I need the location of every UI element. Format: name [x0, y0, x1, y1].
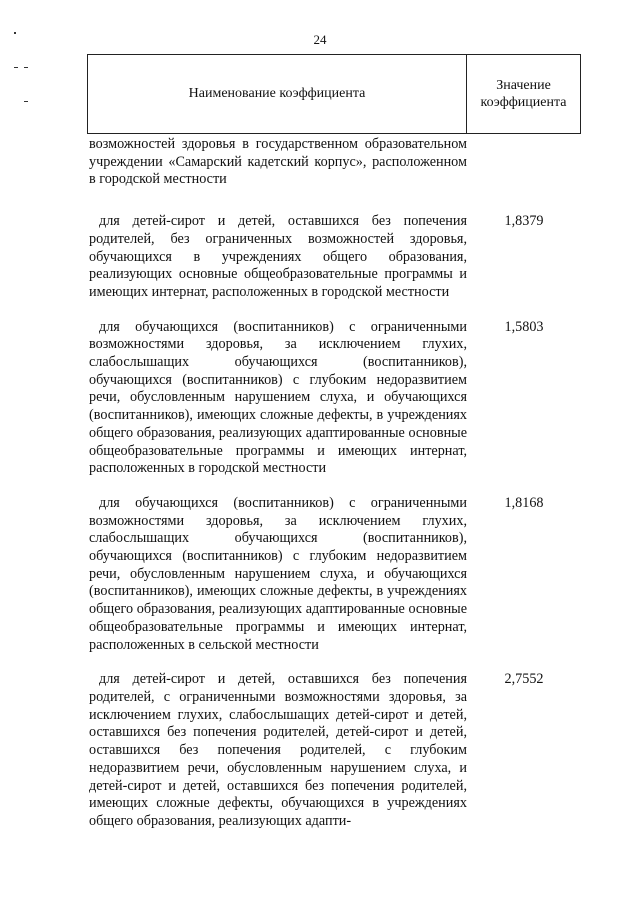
scan-mark — [24, 67, 28, 68]
table-row — [89, 136, 581, 189]
scan-mark — [14, 67, 18, 68]
coefficient-value: 2,7552 — [504, 671, 544, 688]
coefficient-value: 1,5803 — [504, 318, 544, 335]
coefficient-description: для обучающихся (воспитанников) с ограниченными возможностями здоровья, за исключением глухих, слабослышащих обучающихся (воспитанников), обучающихся (воспитанников) с глубоким недоразвитием речи, обусловленным нарушением слуха, и обучающихся (воспитанников), имеющих сложные дефекты, в учреждениях общего образования, реализующих адаптированные основные общеобразовательные программы и имеющих интернат, расположенных в городской местности — [89, 318, 467, 477]
page-number: 24 — [313, 32, 327, 47]
coefficient-description: для детей-сирот и детей, оставшихся без попечения родителей, с ограниченными возможностями здоровья, за исключением глухих, слабослышащих детей-сирот и детей, оставшихся без попечения родителей, детей-сирот и детей, оставшихся без попечения родителей, с глубоким недоразвитием речи, обусловленным нарушением слуха, и детей-сирот и детей, оставшихся без попечения родителей, имеющих сложные дефекты, обучающихся в учреждениях общего образования, реализующих адапти- — [89, 671, 467, 829]
coefficient-value: 1,8379 — [504, 213, 544, 230]
table-row — [89, 495, 581, 654]
coefficient-value: 1,8168 — [504, 494, 544, 511]
table-row — [89, 213, 581, 302]
column-header-value — [467, 55, 580, 133]
column-header-value-line-2: коэффициента — [480, 95, 567, 110]
column-header-name: Наименование коэффициента — [88, 55, 467, 133]
scan-mark — [24, 101, 28, 102]
coefficient-table-body — [89, 136, 581, 848]
coefficient-value — [467, 136, 581, 189]
coefficient-description: для детей-сирот и детей, оставшихся без попечения родителей, без ограниченных возможностей здоровья, обучающихся в учреждениях общего образования, реализующих основные общеобразовательные программы и имеющих интернат, расположенных в городской местности — [89, 213, 467, 300]
coefficient-description: для обучающихся (воспитанников) с ограниченными возможностями здоровья, за исключением глухих, слабослышащих обучающихся (воспитанников), обучающихся (воспитанников) с глубоким недоразвитием речи, обусловленным нарушением слуха, и обучающихся (воспитанников), имеющих сложные дефекты, в учреждениях общего образования, реализующих адаптированные основные общеобразовательные программы и имеющих интернат, расположенных в сельской местности — [89, 494, 467, 653]
coefficient-table-header — [87, 54, 581, 134]
table-row — [89, 319, 581, 478]
column-header-value-line-1: Значение — [496, 78, 551, 93]
coefficient-description: возможностей здоровья в государственном образовательном учреждении «Самарский кадетский корпус», расположенном в городской местности — [89, 136, 467, 188]
table-row — [89, 671, 581, 830]
